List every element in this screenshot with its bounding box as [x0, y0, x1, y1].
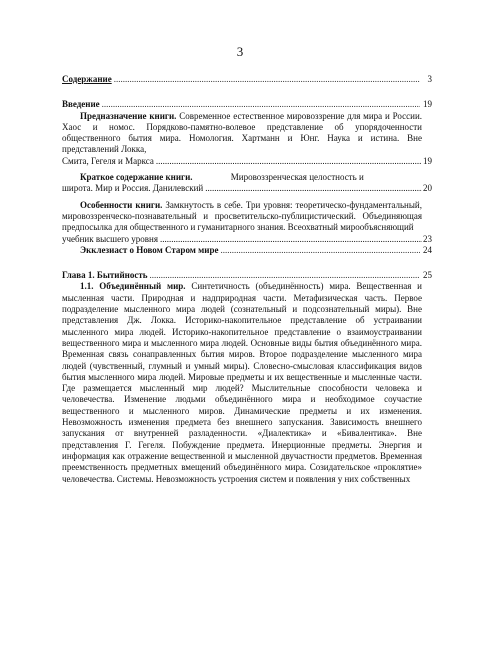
toc-entry-features[interactable] [62, 199, 432, 245]
toc-entry-purpose[interactable] [62, 110, 432, 167]
toc-title: Особенности книги. [80, 199, 163, 210]
toc-entry-intro[interactable] [62, 99, 432, 110]
toc-entry-ecclesiastes[interactable] [62, 244, 432, 256]
toc-title: Введение [62, 99, 100, 110]
toc-title: Глава 1. Бытийность [62, 270, 148, 281]
toc-page: 20 [423, 183, 432, 194]
toc-page: 24 [423, 244, 432, 255]
toc-entry-contents[interactable] [62, 74, 432, 85]
toc-text-tail: широта. Мир и Россия. Данилевский [62, 183, 204, 194]
toc-title: 1.1. Объединённый мир. [80, 281, 186, 292]
toc-entry-chapter-1[interactable] [62, 270, 432, 281]
toc-title: Краткое содержание книги. [80, 172, 193, 183]
toc-entry-section-1-1[interactable] [62, 281, 422, 484]
toc-text: Современное естественное мировоззрение для мира и России. Хаос и номос. Порядково-памятно-волевое представление об упорядоченности общественного бытия мира. Номология. Хартманн и Юнг. Наука и истина. Вне представлений Локка, [62, 110, 423, 155]
toc-page: 25 [423, 270, 432, 281]
table-of-contents [62, 74, 432, 485]
toc-text: Синтетичность (объединённость) мира. Вещественная и мысленная части. Природная и надприродная части. Метафизическая часть. Первое подразделение мысленного мира людей (сознательный и подсознательный миры). Вне представления Дж. Локка. Историко-накопительное представление об устраивании мысленного мира людей. Историко-накопительное представление о взаимоустраивании вещественного мира и мысленного мира людей. Основные виды бытия объединённого мира. Временная связь сонаправленных бытия миров. Второе подразделение мысленного мира людей (чувственный, глумный и умный миры). Словесно-смысловая классификация видов бытия мысленного мира людей. Мировые предметы и их вещественные и мысленные части. Где размещается мысленный мир людей? Мыслительные способности человека и человечества. Изменение людьми объединённого мира и необходимое соучастие вещественного и мысленного миров. Динамические предметы и их изменения. Невозможность изменения предмета без внешнего запускания. Зависимость внешнего запускания от внутренней разладенности. «Диалектика» и «Бивалентика». Вне представления Г. Гегеля. Побуждение предмета. Инерционные предметы. Энергия и информация как отражение вещественной и мысленной двучастности предметов. Временная преемственность предметных вмещений объединённого мира. Созидательское «проклятие» человечества. Системы. Невозможность устроения систем и появления у них собственных [62, 281, 423, 484]
toc-page: 19 [423, 99, 432, 110]
toc-title: Предназначение книги. [80, 110, 177, 121]
toc-text-tail: Смита, Гегеля и Маркса [62, 155, 154, 166]
page-number: 3 [236, 44, 244, 59]
toc-page: 3 [427, 74, 432, 84]
toc-text: Мировоззренческая целостность и [230, 172, 364, 183]
toc-entry-summary[interactable] [62, 172, 432, 195]
toc-text: Замкнутость в себе. Три уровня: теоретическо-фундаментальный, мировоззренческо-познавательный и просветительско-публицистический. Объединяющая предпосылка для общественного и гуманитарного знания. Всеохватный мирообъясняющий [62, 199, 422, 233]
toc-page: 19 [423, 155, 432, 166]
toc-page: 23 [423, 233, 432, 244]
toc-title: Содержание [62, 74, 112, 84]
toc-text-tail: учебник высшего уровня [62, 233, 158, 244]
toc-title: Экклезиаст о Новом Старом мире [80, 244, 219, 255]
